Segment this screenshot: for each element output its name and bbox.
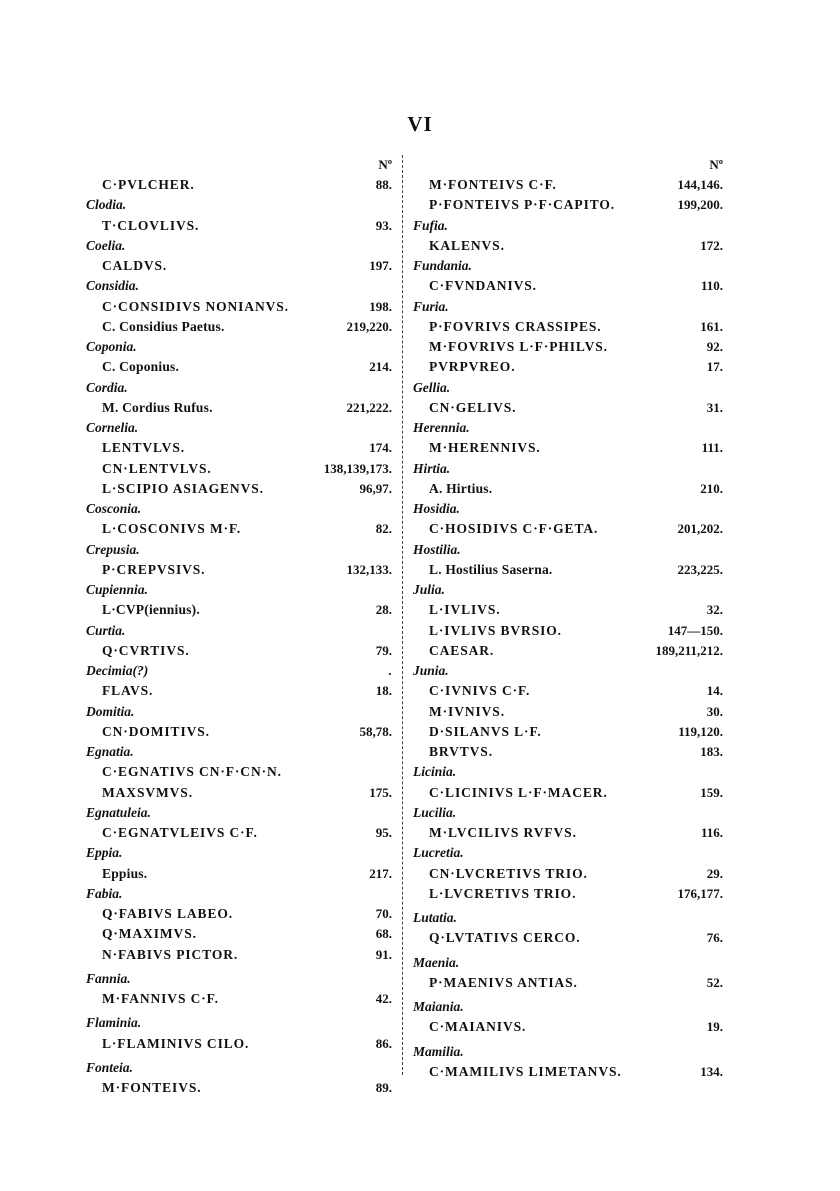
index-entry <box>86 1078 392 1098</box>
entry-name: BRVTVS. <box>429 744 493 759</box>
family-heading <box>86 702 392 722</box>
entry-number: 18. <box>375 683 392 699</box>
family-heading <box>86 276 392 296</box>
entry-name: C·MAIANIVS. <box>429 1019 527 1035</box>
entry-name: CN·DOMITIVS. <box>102 723 210 739</box>
page-number: VI <box>407 112 433 136</box>
entry-name: T·CLOVLIVS. <box>102 217 200 233</box>
entry-name: M·FONTEIVS C·F. <box>429 177 557 192</box>
index-entry <box>413 438 723 458</box>
entry-name: CN·LENTVLVS. <box>102 460 212 476</box>
index-entry <box>86 924 392 944</box>
family-name: Coelia. <box>86 237 126 253</box>
family-heading <box>413 908 723 928</box>
family-heading <box>413 297 723 317</box>
entry-name: N·FABIVS PICTOR. <box>102 946 239 962</box>
family-heading <box>86 195 392 215</box>
family-name: Fannia. <box>86 970 131 986</box>
family-heading <box>86 621 392 641</box>
entry-number: 88. <box>375 177 392 192</box>
entry-name: P·FOVRIVS CRASSIPES. <box>429 318 602 334</box>
entry-name: KALENVS. <box>429 237 505 253</box>
family-heading <box>413 216 723 236</box>
index-entry <box>413 702 723 722</box>
family-name: Cupiennia. <box>86 582 148 597</box>
index-entry <box>86 297 392 317</box>
family-name: Flaminia. <box>86 1015 142 1031</box>
entry-number: 201,202. <box>677 521 723 537</box>
entry-name: L·LVCRETIVS TRIO. <box>429 885 577 901</box>
family-name: Fundania. <box>413 258 472 273</box>
index-entry <box>413 236 723 256</box>
entry-number: 79. <box>375 642 392 658</box>
entry-name: D·SILANVS L·F. <box>429 723 542 739</box>
family-name: Fabia. <box>86 885 123 901</box>
entry-number: 30. <box>706 703 723 719</box>
family-name: Considia. <box>86 278 139 294</box>
entry-name: C·LICINIVS L·F·MACER. <box>429 784 608 800</box>
entry-number: 110. <box>700 278 723 294</box>
entry-number: 86. <box>375 1035 392 1051</box>
index-entry <box>86 438 392 458</box>
index-entry <box>413 600 723 620</box>
entry-number: 14. <box>706 683 723 699</box>
index-entry <box>413 641 723 661</box>
entry-number: 198. <box>369 298 392 314</box>
column-divider <box>402 155 403 1075</box>
entry-number: 199,200. <box>677 197 723 213</box>
index-entry <box>86 681 392 701</box>
entry-number: 42. <box>375 991 392 1006</box>
entry-name: Eppius. <box>102 865 148 881</box>
entry-name: C. Considius Paetus. <box>102 318 225 334</box>
entry-number: 32. <box>706 602 723 618</box>
entry-number: 68. <box>375 926 392 942</box>
index-entry <box>86 945 392 965</box>
family-name: Crepusia. <box>86 541 140 557</box>
family-name: Cornelia. <box>86 420 139 435</box>
family-heading <box>86 969 392 989</box>
entry-name: L·COSCONIVS M·F. <box>102 521 242 537</box>
number-header: Nº <box>709 157 723 172</box>
index-entry <box>413 928 723 948</box>
entry-number: 29. <box>706 865 723 881</box>
entry-number: 96,97. <box>359 480 392 496</box>
entry-name: C·MAMILIVS LIMETANVS. <box>429 1063 622 1079</box>
family-name: Egnatuleia. <box>86 804 151 820</box>
family-name: Coponia. <box>86 339 137 354</box>
entry-name: Q·MAXIMVS. <box>102 926 197 942</box>
index-entry <box>413 783 723 803</box>
entry-name: Q·CVRTIVS. <box>102 642 190 658</box>
index-entry <box>413 681 723 701</box>
family-heading <box>413 762 723 782</box>
entry-number: 116. <box>700 825 723 840</box>
entry-number: 17. <box>706 359 723 375</box>
entry-name: C·IVNIVS C·F. <box>429 683 531 699</box>
index-entry <box>86 175 392 195</box>
family-name: Hosidia. <box>413 501 460 516</box>
entry-number: 52. <box>706 974 723 990</box>
entry-name: P·CREPVSIVS. <box>102 561 206 577</box>
entry-name: Q·LVTATIVS CERCO. <box>429 930 581 946</box>
family-name: Domitia. <box>86 703 135 719</box>
family-heading <box>86 661 392 681</box>
index-entry <box>413 175 723 195</box>
index-entry <box>86 560 392 580</box>
family-heading <box>86 337 392 357</box>
index-entry <box>86 823 392 843</box>
index-entry <box>413 519 723 539</box>
family-name: Gellia. <box>413 379 451 395</box>
entry-name: M·IVNIVS. <box>429 703 505 719</box>
family-name: Junia. <box>413 663 449 678</box>
family-name: Herennia. <box>413 420 470 435</box>
family-name: Cosconia. <box>86 501 142 516</box>
entry-name: C·EGNATVLEIVS C·F. <box>102 825 258 840</box>
family-heading <box>86 236 392 256</box>
index-entry <box>413 317 723 337</box>
index-entry <box>86 904 392 924</box>
index-entry <box>86 256 392 276</box>
family-name: Hostilia. <box>413 541 461 557</box>
entry-name: L·IVLIVS BVRSIO. <box>429 622 562 638</box>
entry-name: L·IVLIVS. <box>429 602 501 618</box>
family-heading <box>413 256 723 276</box>
entry-name: C·EGNATIVS CN·F·CN·N. <box>102 764 282 780</box>
entry-name: L·CVP(iennius). <box>102 602 200 618</box>
family-heading <box>413 580 723 600</box>
family-heading <box>413 499 723 519</box>
entry-name: C·CONSIDIVS NONIANVS. <box>102 298 289 314</box>
family-heading <box>86 499 392 519</box>
index-entry <box>86 216 392 236</box>
family-name: Licinia. <box>413 764 457 780</box>
entry-name: M·LVCILIVS RVFVS. <box>429 825 577 840</box>
entry-name: PVRPVREO. <box>429 359 516 375</box>
family-heading <box>86 884 392 904</box>
entry-name: CN·LVCRETIVS TRIO. <box>429 865 588 881</box>
entry-number: 91. <box>375 946 392 962</box>
index-entry <box>86 762 392 782</box>
entry-number: 223,225. <box>677 561 723 577</box>
family-heading <box>413 803 723 823</box>
index-entry <box>86 519 392 539</box>
entry-number: 217. <box>369 865 392 881</box>
family-heading <box>413 459 723 479</box>
index-entry <box>413 560 723 580</box>
entry-number: 132,133. <box>346 561 392 577</box>
entry-number: 134. <box>700 1063 723 1079</box>
family-name: Maiania. <box>413 999 464 1014</box>
entry-name: MAXSVMVS. <box>102 784 193 800</box>
family-name: Furia. <box>413 298 449 314</box>
index-entry <box>86 479 392 499</box>
entry-name: CAESAR. <box>429 642 495 658</box>
index-entry <box>86 989 392 1009</box>
index-entry <box>86 357 392 377</box>
family-heading <box>413 843 723 863</box>
family-name: Clodia. <box>86 197 127 213</box>
entry-number: 70. <box>375 906 392 921</box>
entry-name: CN·GELIVS. <box>429 399 517 415</box>
entry-number: 19. <box>706 1019 723 1035</box>
entry-number: 197. <box>369 258 392 273</box>
index-entry <box>413 864 723 884</box>
entry-number: 161. <box>700 318 723 334</box>
entry-name: M·HERENNIVS. <box>429 440 541 456</box>
index-entry <box>86 398 392 418</box>
entry-name: C·PVLCHER. <box>102 177 195 192</box>
index-entry <box>413 1017 723 1037</box>
index-entry <box>413 884 723 904</box>
entry-name: C·FVNDANIVS. <box>429 278 537 294</box>
family-heading <box>413 997 723 1017</box>
entry-number: 144,146. <box>677 177 723 192</box>
entry-name: FLAVS. <box>102 683 154 699</box>
entry-name: P·FONTEIVS P·F·CAPITO. <box>429 197 616 213</box>
entry-number: 183. <box>700 744 723 759</box>
entry-name: M·FOVRIVS L·F·PHILVS. <box>429 339 608 354</box>
family-heading <box>86 1058 392 1078</box>
entry-number: 210. <box>700 480 723 496</box>
entry-number: 58,78. <box>359 723 392 739</box>
entry-number: 189,211,212. <box>655 642 723 658</box>
entry-name: LENTVLVS. <box>102 440 186 456</box>
entry-name: C·HOSIDIVS C·F·GETA. <box>429 521 599 537</box>
index-entry <box>413 973 723 993</box>
entry-number: 221,222. <box>346 399 392 415</box>
number-header: Nº <box>378 157 392 172</box>
index-entry <box>413 621 723 641</box>
entry-number: 111. <box>701 440 723 456</box>
entry-number: 31. <box>706 399 723 415</box>
family-heading <box>86 1013 392 1033</box>
family-name: Decimia(?) <box>86 663 149 678</box>
entry-name: CALDVS. <box>102 258 168 273</box>
family-name: Curtia. <box>86 622 126 638</box>
index-entry <box>413 742 723 762</box>
index-entry <box>86 317 392 337</box>
entry-number: . <box>388 663 392 678</box>
entry-number: 147—150. <box>667 622 723 638</box>
index-entry <box>86 459 392 479</box>
family-name: Fonteia. <box>86 1059 133 1075</box>
entry-number: 119,120. <box>678 723 723 739</box>
family-name: Maenia. <box>413 954 460 970</box>
family-heading <box>413 540 723 560</box>
index-entry <box>86 600 392 620</box>
family-heading <box>86 540 392 560</box>
index-entry <box>86 722 392 742</box>
entry-name: L·FLAMINIVS CILO. <box>102 1035 250 1051</box>
entry-number: 219,220. <box>346 318 392 334</box>
family-heading <box>86 418 392 438</box>
family-name: Lutatia. <box>413 910 457 925</box>
family-heading <box>86 742 392 762</box>
entry-name: M·FANNIVS C·F. <box>102 991 219 1006</box>
family-name: Lucretia. <box>413 845 464 861</box>
family-heading <box>413 378 723 398</box>
entry-number: 138,139,173. <box>323 460 392 476</box>
entry-number: 89. <box>375 1080 392 1095</box>
entry-number: 93. <box>375 217 392 233</box>
family-name: Hirtia. <box>413 460 451 476</box>
family-heading <box>413 953 723 973</box>
index-entry <box>86 783 392 803</box>
index-entry <box>413 823 723 843</box>
entry-number: 82. <box>375 521 392 537</box>
family-name: Egnatia. <box>86 744 134 759</box>
right-rows <box>413 175 723 1082</box>
family-heading <box>86 803 392 823</box>
entry-number: 214. <box>369 359 392 375</box>
entry-name: M·FONTEIVS. <box>102 1080 202 1095</box>
family-name: Eppia. <box>86 845 123 861</box>
entry-number: 175. <box>369 784 392 800</box>
family-heading <box>413 1042 723 1062</box>
entry-name: L·SCIPIO ASIAGENVS. <box>102 480 264 496</box>
entry-number: 176,177. <box>677 885 723 901</box>
family-heading <box>86 378 392 398</box>
entry-number: 95. <box>375 825 392 840</box>
family-heading <box>413 661 723 681</box>
entry-name: C. Coponius. <box>102 359 180 375</box>
entry-name: Q·FABIVS LABEO. <box>102 906 234 921</box>
entry-number: 92. <box>706 339 723 354</box>
index-entry <box>86 1034 392 1054</box>
index-entry <box>413 337 723 357</box>
index-entry <box>413 195 723 215</box>
entry-number: 28. <box>375 602 392 618</box>
entry-name: P·MAENIVS ANTIAS. <box>429 974 578 990</box>
left-rows <box>86 175 392 1098</box>
index-entry <box>413 357 723 377</box>
family-heading <box>413 418 723 438</box>
entry-name: M. Cordius Rufus. <box>102 399 213 415</box>
family-name: Mamilia. <box>413 1043 464 1059</box>
entry-name: A. Hirtius. <box>429 480 493 496</box>
index-entry <box>413 722 723 742</box>
family-heading <box>86 843 392 863</box>
entry-number: 159. <box>700 784 723 800</box>
index-entry <box>413 479 723 499</box>
entry-name: L. Hostilius Saserna. <box>429 561 553 577</box>
family-heading <box>86 580 392 600</box>
index-entry <box>413 1062 723 1082</box>
entry-number: 174. <box>369 440 392 456</box>
right-column <box>413 155 723 1082</box>
entry-number: 172. <box>700 237 723 253</box>
index-entry <box>413 398 723 418</box>
index-entry <box>86 864 392 884</box>
index-entry <box>413 276 723 296</box>
index-entry <box>86 641 392 661</box>
family-name: Lucilia. <box>413 804 457 820</box>
left-column <box>86 155 392 1098</box>
entry-number: 76. <box>706 930 723 946</box>
family-name: Fufia. <box>413 217 448 233</box>
family-name: Julia. <box>413 582 445 597</box>
family-name: Cordia. <box>86 379 128 395</box>
